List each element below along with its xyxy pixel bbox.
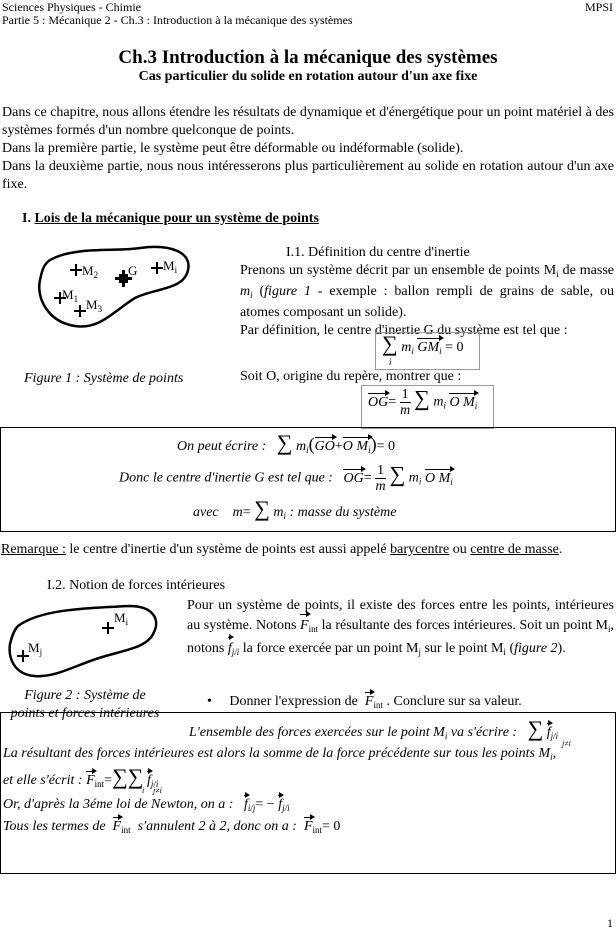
intro-paragraph (2, 104, 614, 194)
fig2-label-mi: $M_i$ (114, 610, 129, 627)
header-left-1: Sciences Physiques - Chimie (2, 0, 141, 14)
bullet-question: • Donner l'expression de $F_{int}$ . Conclure sur sa valeur. (207, 694, 522, 710)
box2-line-3: et elle s'écrit : $F_{int}=\sum\sum$ $f_{j/i}$ (3, 764, 159, 789)
fig1-label-mi: $M_i$ (163, 258, 178, 275)
subsection-1-title: I.1. Définition du centre d'inertie (286, 245, 470, 260)
section-1-title: Lois de la mécanique pour un système de points (34, 211, 319, 226)
header-right: MPSI (584, 0, 613, 14)
page-subtitle: Cas particulier du solide en rotation autour d'un axe fixe (138, 69, 478, 84)
box2-line-2: La résultant des forces intérieures est alors la somme de la force précédente sur tous les points $M_i$, (3, 746, 557, 762)
fig1-label-m1: $M_1$ (62, 287, 79, 304)
box1-line-2: Donc le centre d'inertie G est tel que : OG= $\frac{1}{m}$ ∑ $m_i$ O $M_i$ (119, 461, 453, 494)
remark-paragraph: Remarque : le centre d'inertie d'un système de points est aussi appelé barycentre ou centre de masse. (1, 542, 563, 557)
box1-line-1: On peut écrire : ∑ $m_i(GO+O$ $M_i)= 0$ (177, 430, 395, 455)
box2-line-5: Tous les termes de $F_{int}$ s'annulent 2 à 2, donc on a : $F_{int}= 0$ (3, 819, 341, 835)
sigma-symbol: ∑ (382, 331, 398, 356)
box2-line-4: Or, d'après la 3éme loi de Newton, on a : $f_{i/j}= - f_{j/i}$ (3, 797, 290, 813)
figure-2-caption: Figure 2 : Système de points et forces intérieures (10, 688, 160, 721)
section-1-number: I. (22, 211, 31, 226)
box1-line-3: avec m= ∑ $m_i$ : masse du système (193, 496, 397, 521)
subsection-1-paragraph: Prenons un système décrit par un ensemble de points $M_i$ de masse $m_i$ (figure 1 - exemple : ballon rempli de grains de sable, ou atomes composant un solide). Par définition, le centre d'inertie G du système est tel que : (240, 263, 615, 338)
intro-line-3: Dans la deuxième partie, nous nous intéresserons plus particulièrement au solide en rotation autour d'un axe fixe. (2, 159, 614, 192)
subsection-2-paragraph: Pour un système de points, il existe des forces entre les points, intérieures au système. Notons $F_{int}$ la résultante des forces intérieures. Soit un point $M_i$, notons $f_{j/i}$ la force exercée par un point $M_j$ sur le point $M_i$ (figure 2). (187, 598, 615, 657)
fig1-label-m2: $M_2$ (82, 263, 99, 280)
figure-1-diagram (30, 238, 200, 338)
page-title: Ch.3 Introduction à la mécanique des systèmes (118, 47, 498, 68)
section-1-heading (22, 211, 319, 227)
equation-barycentre: ∑ $m_i$ $GM_i = 0$ (382, 331, 464, 356)
show-that-text: Soit O, origine du repère, montrer que : (240, 369, 462, 384)
intro-line-1: Dans ce chapitre, nous allons étendre les résultats de dynamique et d'énergétique pour un point matériel à des systèmes formés d'un nombre quelconque de points. (2, 105, 614, 138)
fig2-label-mj: $M_j$ (28, 640, 43, 657)
bullet-icon: • (207, 694, 212, 709)
fig1-label-g: G (128, 263, 138, 278)
page-number: 1 (607, 916, 613, 930)
fig1-label-m3: $M_3$ (86, 297, 103, 314)
equation-og: OG= $\frac{1}{m}$ ∑ $m_i$ O $M_i$ (368, 385, 478, 418)
box2-line-1: L'ensemble des forces exercées sur le point $M_i$ va s'écrire : ∑ $f_{j/i}$ (189, 716, 559, 741)
header-left-2: Partie 5 : Mécanique 2 - Ch.3 : Introduction à la mécanique des systèmes (2, 13, 353, 27)
intro-line-2: Dans la première partie, le système peut être déformable ou indéformable (solide). (2, 141, 464, 156)
figure-1-caption: Figure 1 : Système de points (24, 371, 184, 386)
subsection-2-title: I.2. Notion de forces intérieures (47, 578, 226, 593)
